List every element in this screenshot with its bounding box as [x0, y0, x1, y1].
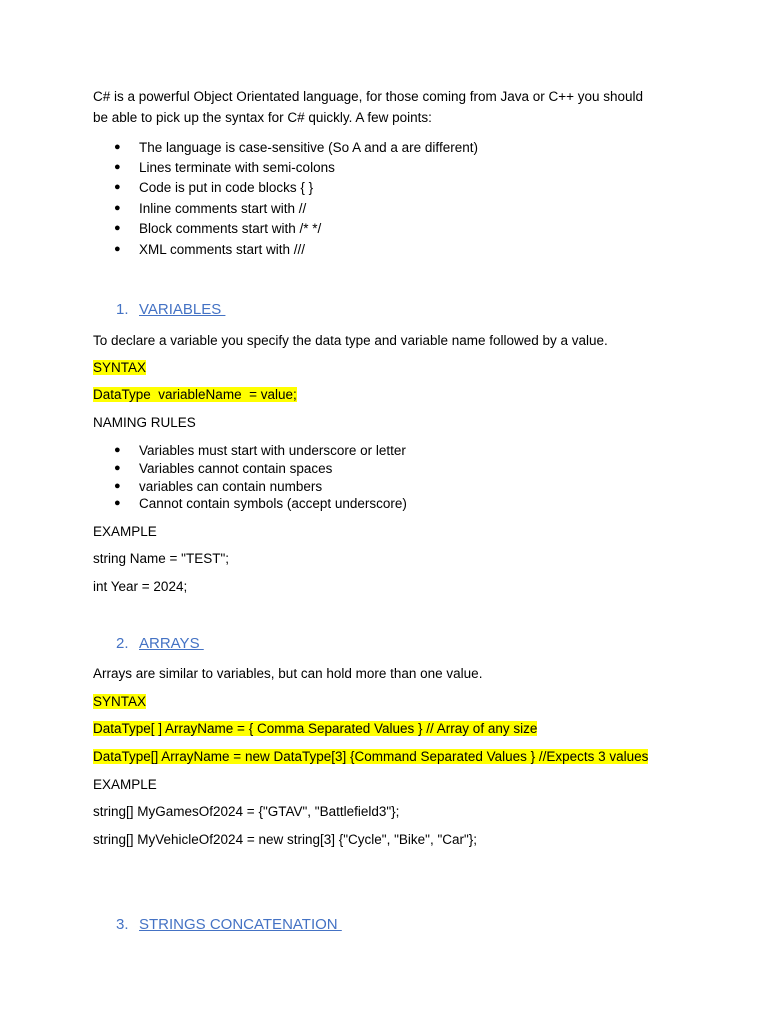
intro-line-1: C# is a powerful Object Orientated language, for those coming from Java or C++ you should	[93, 89, 644, 104]
variables-description: To declare a variable you specify the data type and variable name followed by a value.	[93, 333, 608, 348]
arrays-example-2: string[] MyVehicleOf2024 = new string[3] {"Cycle", "Bike", "Car"};	[93, 832, 478, 847]
bullet-icon: ●	[114, 462, 121, 474]
arrays-description: Arrays are similar to variables, but can hold more than one value.	[93, 666, 483, 681]
heading-number-strings: 3.	[116, 916, 129, 933]
list-item: Lines terminate with semi-colons	[139, 160, 335, 175]
list-item: Code is put in code blocks { }	[139, 180, 314, 195]
list-item: Variables must start with underscore or letter	[139, 443, 406, 458]
bullet-icon: ●	[114, 141, 121, 153]
bullet-icon: ●	[114, 444, 121, 456]
bullet-icon: ●	[114, 222, 121, 234]
list-item: XML comments start with ///	[139, 242, 306, 257]
bullet-icon: ●	[114, 202, 121, 214]
arrays-syntax-code-2: DataType[] ArrayName = new DataType[3] {Command Separated Values } //Expects 3 values	[93, 749, 649, 764]
bullet-icon: ●	[114, 243, 121, 255]
heading-variables-link[interactable]: VARIABLES	[139, 301, 226, 318]
list-item: Cannot contain symbols (accept underscore)	[139, 496, 407, 511]
variables-syntax-code: DataType variableName = value;	[93, 387, 297, 402]
variables-syntax-label: SYNTAX	[93, 360, 147, 375]
bullet-icon: ●	[114, 480, 121, 492]
heading-number-arrays: 2.	[116, 635, 129, 652]
bullet-icon: ●	[114, 161, 121, 173]
intro-line-2: be able to pick up the syntax for C# quickly. A few points:	[93, 110, 432, 125]
arrays-syntax-code-1: DataType[ ] ArrayName = { Comma Separated Values } // Array of any size	[93, 721, 538, 736]
list-item: Block comments start with /* */	[139, 221, 322, 236]
naming-rules-label: NAMING RULES	[93, 415, 196, 430]
variables-example-label: EXAMPLE	[93, 524, 157, 539]
variables-example-1: string Name = "TEST";	[93, 551, 229, 566]
bullet-icon: ●	[114, 497, 121, 509]
bullet-icon: ●	[114, 181, 121, 193]
list-item: Variables cannot contain spaces	[139, 461, 333, 476]
heading-arrays-link[interactable]: ARRAYS	[139, 635, 204, 652]
list-item: The language is case-sensitive (So A and a are different)	[139, 140, 478, 155]
arrays-example-1: string[] MyGamesOf2024 = {"GTAV", "Battlefield3"};	[93, 804, 400, 819]
arrays-syntax-label: SYNTAX	[93, 694, 147, 709]
list-item: Inline comments start with //	[139, 201, 307, 216]
arrays-example-label: EXAMPLE	[93, 777, 157, 792]
list-item: variables can contain numbers	[139, 479, 323, 494]
heading-strings-concatenation-link[interactable]: STRINGS CONCATENATION	[139, 916, 342, 933]
heading-number-variables: 1.	[116, 301, 129, 318]
variables-example-2: int Year = 2024;	[93, 579, 188, 594]
